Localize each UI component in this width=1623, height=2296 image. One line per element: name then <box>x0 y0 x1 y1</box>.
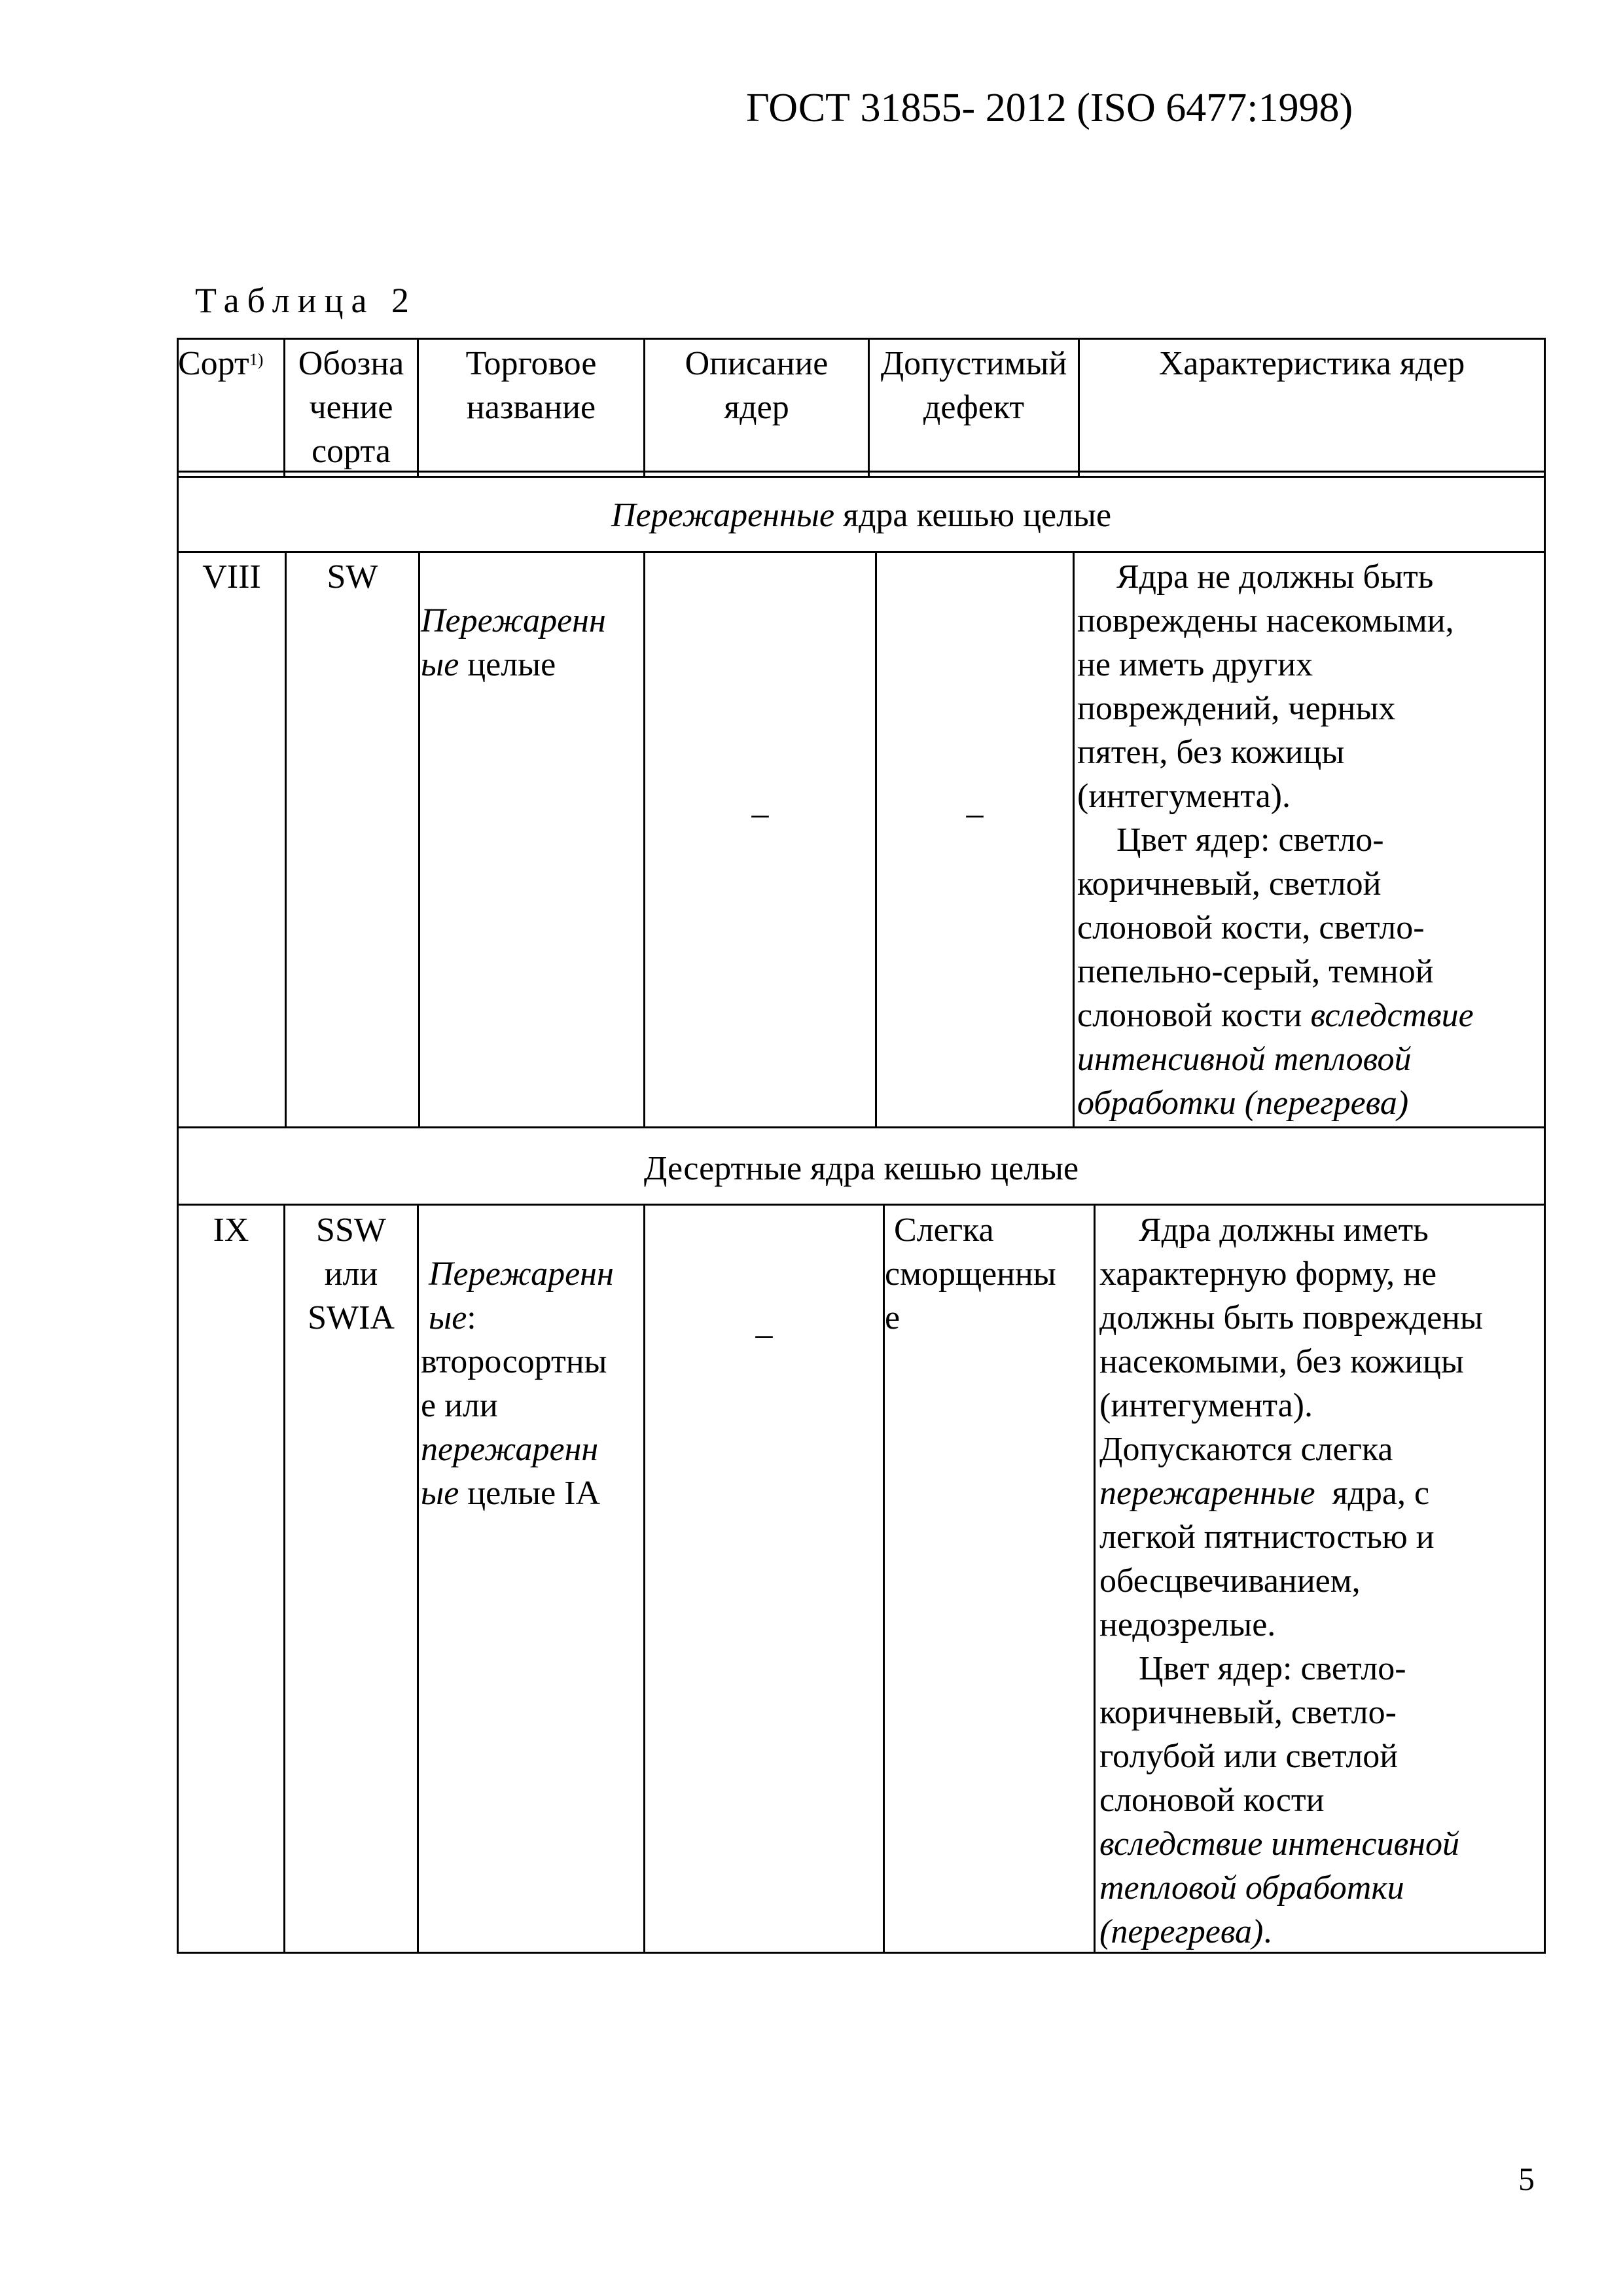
document-header: ГОСТ 31855- 2012 (ISO 6477:1998) <box>746 86 1353 130</box>
cell-characteristics-ix: Ядра должны иметь характерную форму, не должны быть повреждены насекомыми, без кожицы (интегумента). Допускаются слегка пережаренные ядра, с легкой пятнистостью и обесцвечиванием, недозрелые. Цвет ядер: светло- коричневый, светло- голубой или светлой слоновой кости вследствие интенсивной тепловой обработки (перегрева). <box>1099 1211 1483 1950</box>
cell-defect-viii: – <box>966 795 984 833</box>
cell-characteristics-viii: Ядра не должны быть повреждены насекомыми, не иметь других повреждений, черных пятен, без кожицы (интегумента). Цвет ядер: светло- коричневый, светлой слоновой кости, светло- пепельно-серый, темной слоновой кости вследствие интенсивной тепловой обработки (перегрева) <box>1077 558 1474 1122</box>
cell-trade-name-ix: Пережаренн ые: второсортны е или пережаренн ые целые IA <box>421 1255 614 1512</box>
cell-description-ix: – <box>755 1316 773 1353</box>
col-header-characteristics: Характеристика ядер <box>1158 345 1465 382</box>
cell-code-ssw-swia: SSW или SWIA <box>308 1211 395 1336</box>
col-header-trade-name: Торговое название <box>465 345 597 426</box>
col-header-description: Описание ядер <box>685 345 829 426</box>
table-caption: Таблица 2 <box>195 281 417 320</box>
footnote-mark: 1) <box>249 350 264 369</box>
page-number: 5 <box>1518 2161 1535 2197</box>
section-title-overroasted: Пережаренные ядра кешью целые <box>611 497 1112 534</box>
section-title-dessert: Десертные ядра кешью целые <box>643 1150 1079 1187</box>
cell-defect-ix: Слегка сморщенны е <box>885 1211 1056 1336</box>
col-header-code: Обозна чение сорта <box>298 345 404 470</box>
cell-sort-ix: IX <box>213 1211 249 1249</box>
cell-sort-viii: VIII <box>202 558 261 596</box>
cell-description-viii: – <box>751 795 769 833</box>
col-header-defect: Допустимый дефект <box>880 345 1067 426</box>
cell-code-sw: SW <box>327 558 378 596</box>
cell-trade-name-viii: Пережаренн ые целые <box>421 602 606 683</box>
col-header-sort: Сорт$^{1)}$ <box>178 345 264 382</box>
